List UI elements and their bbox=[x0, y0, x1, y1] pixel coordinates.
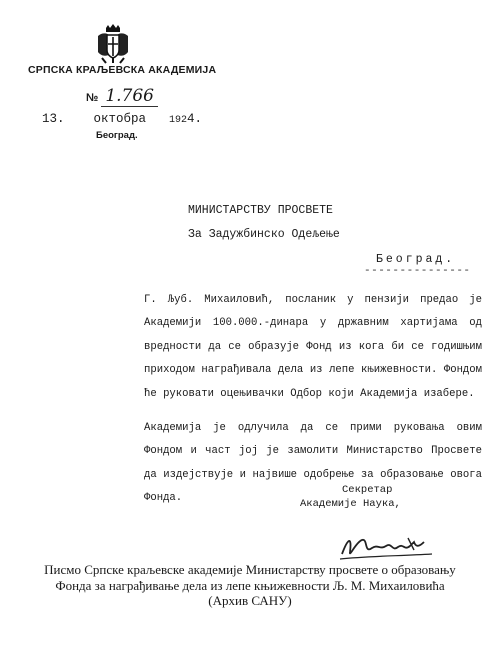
letter-body bbox=[118, 289, 482, 511]
date-day: 13. bbox=[42, 112, 65, 126]
caption-line-2: Фонда за награђивање дела из лепе књижевности Љ. М. Михаиловића bbox=[55, 577, 445, 593]
number-prefix: № bbox=[86, 92, 99, 104]
signatory-organization: Академије Наука, bbox=[300, 498, 401, 510]
document-number bbox=[86, 86, 158, 106]
document-date bbox=[42, 112, 202, 126]
letterhead-city: Београд. bbox=[96, 130, 138, 141]
caption-line-1: Писмо Српске краљевске академије Министарству просвете о образовању bbox=[44, 562, 456, 577]
body-paragraph-1: Г. Љуб. Михаиловић, посланик у пензији предао је Академији 100.000.-динара у државним хартијама од вредности да се образује Фонд из кога би се годишњим приходом награђивала дела из лепе књижевности. Фондом ће руковати оцењивачки Одбор који Академија изабере. bbox=[144, 294, 482, 400]
date-year-prefix: 192 bbox=[169, 115, 188, 126]
signatory-title: Секретар bbox=[342, 484, 393, 496]
date-year-handwritten: 4. bbox=[187, 112, 203, 126]
recipient-department: За Задужбинско Одељење bbox=[188, 228, 340, 241]
recipient-ministry: МИНИСТАРСТВУ ПРОСВЕТЕ bbox=[188, 204, 333, 217]
caption-line-3: (Архив САНУ) bbox=[208, 593, 292, 608]
institution-name: СРПСКА КРАЉЕВСКА АКАДЕМИЈА bbox=[28, 64, 217, 76]
date-month: октобра bbox=[93, 112, 147, 126]
image-caption bbox=[16, 562, 484, 609]
handwritten-signature bbox=[338, 532, 434, 562]
address-rule: --------------- bbox=[364, 265, 471, 277]
body-paragraph-2: Академија је одлучила да се прими руковања овим Фондом и част јој је замолити Министарство Просвете да издејствује и највише одобрење за образовање овога Фонда. bbox=[144, 422, 482, 505]
coat-of-arms-icon bbox=[94, 24, 132, 64]
number-value: 1.766 bbox=[101, 86, 158, 107]
recipient-city: Београд. bbox=[376, 253, 456, 266]
